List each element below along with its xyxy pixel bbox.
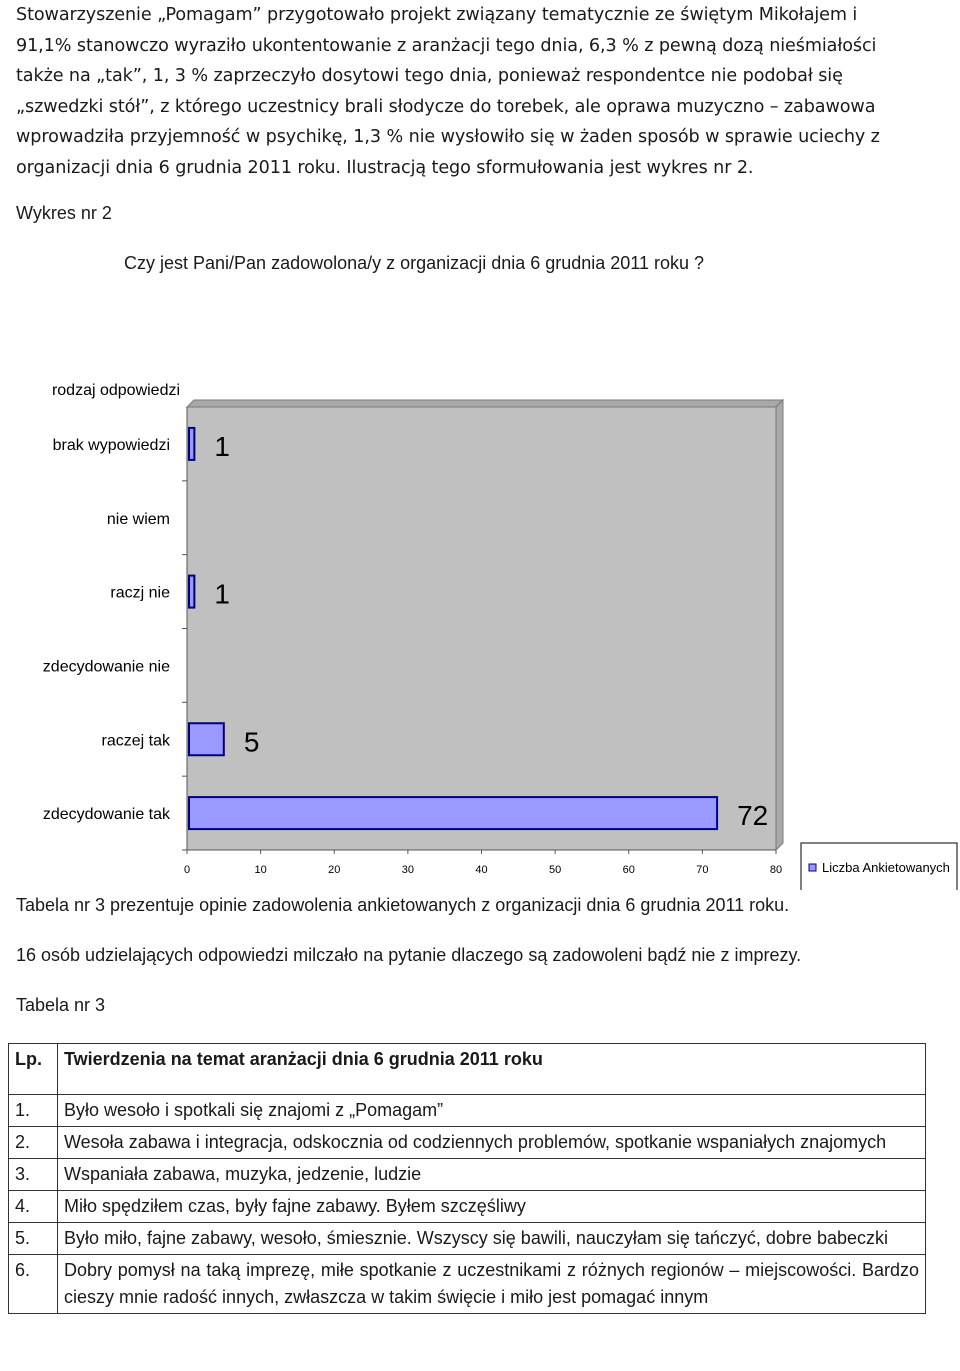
paragraph-table-intro: Tabela nr 3 prezentuje opinie zadowolenia ankietowanych z organizacji dnia 6 grudnia 2011 roku. xyxy=(16,895,790,915)
paragraph-silent-respondents: 16 osób udzielających odpowiedzi milczało na pytanie dlaczego są zadowoleni bądź nie z imprezy. xyxy=(16,945,802,965)
intro-line: także na „tak”, 1, 3 % zaprzeczyło dosytowi tego dnia, ponieważ respondentce nie podobał się xyxy=(16,66,843,87)
table-row xyxy=(9,1127,926,1159)
category-label: nie wiem xyxy=(106,510,170,528)
category-label: raczej tak xyxy=(101,732,170,750)
x-tick-label: 0 xyxy=(183,864,191,876)
row-number: 5. xyxy=(9,1223,58,1255)
intro-line: organizacji dnia 6 grudnia 2011 roku. Ilustracją tego sformułowania jest wykres nr 2. xyxy=(16,157,754,178)
intro-line: „szwedzki stół”, z którego uczestnicy brali słodycze do torebek, ale oprawa muzyczno – zabawowa xyxy=(16,96,876,117)
header-lp: Lp. xyxy=(9,1044,58,1095)
category-label: brak wypowiedzi xyxy=(52,436,170,454)
x-tick-label: 50 xyxy=(549,864,562,876)
plot-top-wall xyxy=(187,400,783,407)
x-tick-label: 30 xyxy=(401,864,414,876)
x-tick-label: 40 xyxy=(475,864,488,876)
x-tick-label: 70 xyxy=(696,864,709,876)
data-label: 72 xyxy=(737,800,769,832)
table-row xyxy=(9,1159,926,1191)
table-label: Tabela nr 3 xyxy=(16,995,106,1015)
plot-side-wall xyxy=(776,400,783,850)
y-axis-title: rodzaj odpowiedzi xyxy=(51,382,181,399)
row-statement: Dobry pomysł na taką imprezę, miłe spotkanie z uczestnikami z różnych regionów – miejscowości. Bardzo cieszy mnie radość innych, zwłaszcza w takim święcie i miło jest pomagać innym xyxy=(58,1255,926,1314)
row-statement: Wesoła zabawa i integracja, odskocznia od codziennych problemów, spotkanie wspaniałych znajomych xyxy=(58,1127,926,1159)
table-row xyxy=(9,1223,926,1255)
row-number: 6. xyxy=(9,1255,58,1314)
x-tick-label: 10 xyxy=(254,864,267,876)
intro-paragraph xyxy=(16,0,914,184)
chart-title: Czy jest Pani/Pan zadowolona/y z organizacji dnia 6 grudnia 2011 roku ? xyxy=(124,253,705,273)
bar xyxy=(189,428,194,460)
bar xyxy=(189,576,194,608)
row-number: 4. xyxy=(9,1191,58,1223)
bar xyxy=(189,797,717,829)
row-number: 2. xyxy=(9,1127,58,1159)
x-tick-label: 60 xyxy=(622,864,635,876)
intro-line: 91,1% stanowczo wyraziło ukontentowanie z aranżacji tego dnia, 6,3 % z pewną dozą nieśmiałości xyxy=(16,35,877,56)
x-tick-label: 20 xyxy=(328,864,341,876)
data-label: 1 xyxy=(214,578,230,610)
category-label: zdecydowanie nie xyxy=(42,658,170,676)
header-statements: Twierdzenia na temat aranżacji dnia 6 grudnia 2011 roku xyxy=(58,1044,926,1095)
row-statement: Wspaniała zabawa, muzyka, jedzenie, ludzie xyxy=(58,1159,926,1191)
table-row xyxy=(9,1191,926,1223)
row-number: 3. xyxy=(9,1159,58,1191)
table-header-row xyxy=(9,1044,926,1095)
statements-table xyxy=(8,1043,926,1314)
bar-chart xyxy=(0,370,960,890)
bar xyxy=(189,723,224,755)
data-label: 5 xyxy=(243,726,260,758)
data-label: 1 xyxy=(214,430,230,462)
intro-line: wprowadziła przyjemność w psychikę, 1,3 % nie wysłowiło się w żaden sposób w sprawie uciechy z xyxy=(16,127,880,148)
plot-area xyxy=(187,407,776,850)
row-statement: Miło spędziłem czas, były fajne zabawy. Byłem szczęśliwy xyxy=(58,1191,926,1223)
legend-swatch xyxy=(809,864,816,871)
table-row xyxy=(9,1095,926,1127)
category-label: zdecydowanie tak xyxy=(42,806,170,824)
row-statement: Było miło, fajne zabawy, wesoło, śmiesznie. Wszyscy się bawili, nauczyłam się tańczyć, dobre babeczki xyxy=(58,1223,926,1255)
intro-line: Stowarzyszenie „Pomagam” przygotowało projekt związany tematycznie ze świętym Mikołajem i xyxy=(16,5,858,25)
x-tick-label: 80 xyxy=(769,864,783,876)
row-statement: Było wesoło i spotkali się znajomi z „Pomagam” xyxy=(58,1095,926,1127)
category-label: raczj nie xyxy=(110,584,170,602)
legend-label: Liczba Ankietowanych xyxy=(822,860,950,875)
table-row xyxy=(9,1255,926,1314)
figure-label: Wykres nr 2 xyxy=(16,203,112,223)
row-number: 1. xyxy=(9,1095,58,1127)
